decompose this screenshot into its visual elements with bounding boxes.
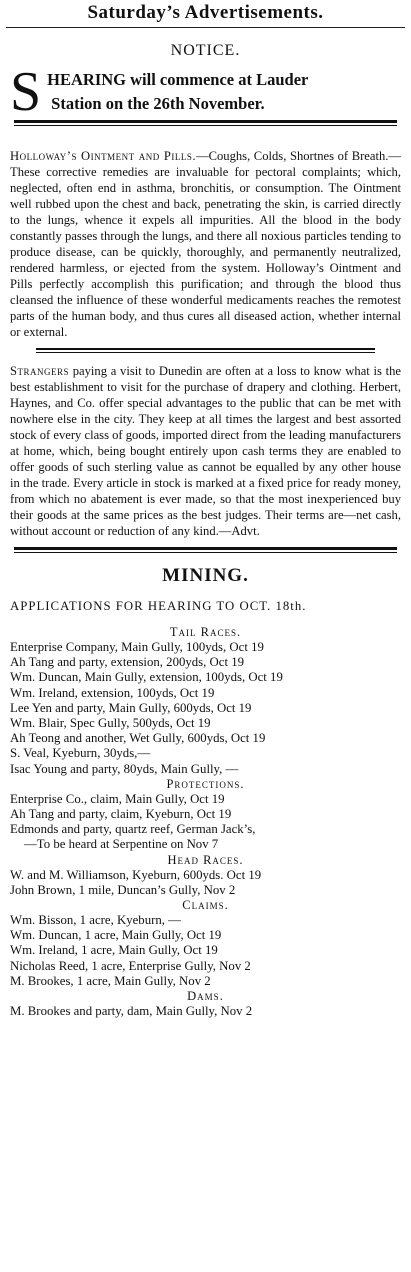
mining-rule-thick	[14, 547, 397, 550]
mining-rule-thin	[14, 552, 397, 553]
list-item: John Brown, 1 mile, Duncan’s Gully, Nov 2	[10, 882, 236, 897]
notice-line-1: HEARING will commence at Lauder	[47, 70, 309, 89]
list-item: Lee Yen and party, Main Gully, 600yds, Oct 19	[10, 700, 252, 715]
strangers-lead: Strangers	[10, 364, 70, 378]
list-item: M. Brookes and party, dam, Main Gully, Nov 2	[10, 1004, 253, 1019]
notice-rule-thick	[14, 120, 397, 123]
mining-heading: MINING.	[162, 565, 249, 586]
protections-title: Protections.	[166, 776, 245, 791]
list-item: Wm. Bisson, 1 acre, Kyeburn, —	[10, 913, 181, 928]
list-item: W. and M. Williamson, Kyeburn, 600yds. Oct 19	[10, 867, 262, 882]
holloway-body: —Coughs, Colds, Shortnes of Breath.—These corrective remedies are invaluable for pectoral complaints; which, neglected, often end in asthma, bronchitis, or consumption. The Ointment well rubbed upon the chest and back, penetrating the skin, is carried directly to the lungs, whence it expels all impurities. All the blood in the body constantly passes through the lungs, and there all noxious particles tending to produce disease, can be quickly, thoroughly, and permanently neutralized, rendered harmless, or ejected from the system. Holloway’s Ointment and Pills perfectly accomplish this purification; and through the blood thus cleansed the influence of these wonderful medicaments reaches the remotest parts of the human body, and thus cures all diseased action, whether internal or external.	[10, 149, 402, 339]
strangers-body: paying a visit to Dunedin are often at a loss to know what is the best establishment to visit for the purchase of drapery and clothing. Herbert, Haynes, and Co. offer special advantages to the public that can be met with nowhere else in the city. They keep at all times the largest and best assorted stock of every class of goods, imported direct from the leading manufacturers at home, which, being bought entirely upon cash terms they are enabled to offer goods of such sterling value as cannot be equalled by any other house in the trade. Every article in stock is marked at a fixed price for ready money, from which no abatement is ever made, so that the most inexperienced buy their goods at the same prices as the best judges. Their terms are—net cash, without account or reduction of any kind.—Advt.	[10, 364, 401, 538]
claims-title: Claims.	[182, 898, 229, 913]
list-item: Edmonds and party, quartz reef, German Jack’s,	[10, 822, 256, 837]
list-item: Isac Young and party, 80yds, Main Gully, —	[10, 761, 239, 776]
tail-races-title: Tail Races.	[169, 625, 242, 639]
masthead-rule	[6, 27, 405, 28]
head-races-title: Head Races.	[167, 852, 244, 867]
list-item: —To be heard at Serpentine on Nov 7	[24, 837, 219, 852]
dams-title: Dams.	[187, 989, 224, 1004]
masthead: Saturday’s Advertisements.	[87, 2, 324, 23]
divider-1	[36, 348, 375, 353]
list-item: S. Veal, Kyeburn, 30yds,—	[10, 746, 151, 761]
newspaper-page	[0, 1, 411, 1272]
list-item: Wm. Ireland, 1 acre, Main Gully, Oct 19	[10, 943, 218, 958]
notice-line-2: Station on the 26th November.	[51, 94, 265, 113]
holloway-lead: Holloway’s Ointment and Pills.	[10, 149, 196, 163]
strangers-advert	[10, 363, 401, 539]
list-item: Enterprise Co., claim, Main Gully, Oct 19	[10, 791, 225, 806]
notice-text	[47, 68, 308, 116]
notice-heading: NOTICE.	[170, 42, 241, 59]
list-item: Ah Teong and another, Wet Gully, 600yds, Oct 19	[10, 731, 266, 746]
list-item: M. Brookes, 1 acre, Main Gully, Nov 2	[10, 973, 211, 988]
holloway-advert	[10, 148, 401, 340]
mining-subheading: APPLICATIONS FOR HEARING TO OCT. 18th.	[10, 599, 307, 613]
notice-dropcap: S	[10, 61, 42, 123]
list-item: Wm. Blair, Spec Gully, 500yds, Oct 19	[10, 716, 211, 731]
list-item: Wm. Duncan, Main Gully, extension, 100yds, Oct 19	[10, 670, 283, 685]
notice-block	[10, 61, 405, 123]
list-item: Wm. Ireland, extension, 100yds, Oct 19	[10, 685, 215, 700]
list-item: Enterprise Company, Main Gully, 100yds, Oct 19	[10, 640, 264, 654]
list-item: Wm. Duncan, 1 acre, Main Gully, Oct 19	[10, 928, 222, 943]
list-item: Ah Tang and party, claim, Kyeburn, Oct 19	[10, 807, 232, 822]
list-item: Nicholas Reed, 1 acre, Enterprise Gully, Nov 2	[10, 958, 251, 973]
list-item: Ah Tang and party, extension, 200yds, Oct 19	[10, 655, 245, 670]
